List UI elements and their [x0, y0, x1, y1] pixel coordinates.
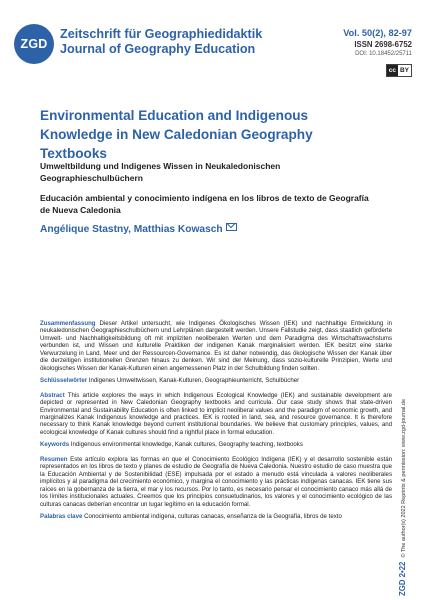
keywords-en-label: Keywords: [40, 441, 70, 449]
journal-title-en: Journal of Geography Education: [60, 42, 256, 56]
abstract-en-text: This article explores the ways in which Indigenous Ecological Knowledge (IEK) and sustainable development are depicted or represented in New Caledonian Geography textbooks and curricula. Our case study shows that state-driven Environmental and Sustainability Education is often linked to implicit neoliberal values and the paradigm of economic growth, and marginalizes Kanak Indigenous knowledge and practices. IEK is rooted in land, sea, and resource governance. It is therefore necessary to think Kanak knowledge beyond current institutional boundaries. We believe that customary principles, values, and ecological knowledge of Kanak cultures should find a rightful place in formal education.: [40, 391, 392, 436]
keywords-de-text: Indigenes Umweltwissen, Kanak-Kulturen, Geographieunterricht, Schulbücher: [88, 377, 300, 385]
journal-meta: [343, 27, 412, 77]
authors: Angélique Stastny, Matthias Kowasch: [40, 224, 223, 235]
abstract-en: [40, 392, 392, 437]
issn: ISSN 2698-6752: [354, 40, 412, 49]
abstract-en-label: Abstract: [40, 391, 65, 399]
article-title-es: Educación ambiental y conocimiento indígena en los libros de texto de Geografía de Nueva Caledonia: [40, 193, 369, 215]
cc-license-badge[interactable]: [386, 64, 412, 77]
keywords-en-text: Indigenous environmental knowledge, Kanak cultures, Geography teaching, textbooks: [70, 441, 303, 449]
abstract-es-label: Resumen: [40, 455, 68, 463]
journal-header: [0, 0, 424, 78]
keywords-de-label: Schlüsselwörter: [40, 377, 88, 385]
abstract-de-text: Dieser Artikel untersucht, wie Indigenes Ökologisches Wissen (IEK) und nachhaltige Entwicklung in neukaledonischen Geographieschulbüchern und Lehrplänen dargestellt werden. Unsere Fallstudie zeigt, dass staatlich geförderte Umwelt- und Nachhaltigkeitsbildung oft mit impliziten neoliberalen Werten und dem Paradigma des Wirtschaftswachstums verbunden ist, und Wissen und kulturelle Praktiken der indigenen Kanak marginalisiert werden. IEK besitzt eine starke Verwurzelung in Land, Meer und der Ressourcen-Governance. Es ist daher notwendig, das ökologische Wissen der Kanak über die derzeitigen institutionellen Grenzen hinaus zu denken. Wir sind der Meinung, dass sozio-kulturelle Prinzipien, Werte und ökologisches Wissen der Kanak-Kulturen einen angemessenen Platz in der Schulbildung finden sollten.: [40, 320, 392, 372]
cc-icon: cc: [388, 67, 396, 74]
author-line: [40, 223, 237, 235]
zgd-logo: ZGD: [14, 24, 54, 64]
keywords-es: [40, 513, 392, 520]
mail-icon[interactable]: [226, 223, 237, 231]
doi-link[interactable]: DOI: 10.18452/25711: [355, 51, 412, 57]
vertical-sidebar: [398, 399, 407, 596]
keywords-es-label: Palabras clave: [40, 512, 83, 520]
abstracts-section: [40, 320, 392, 527]
article-title: Environmental Education and Indigenous Knowledge in New Caledonian Geography Textbooks: [40, 108, 313, 161]
volume-info: Vol. 50(2), 82-97: [343, 28, 412, 38]
abstract-de: [40, 320, 392, 372]
abstract-de-label: Zusammenfassung: [40, 320, 96, 327]
journal-title: [60, 27, 262, 57]
sidebar-copyright: © The author(s) 2022 Reprints & permission: www.zgd-journal.de: [401, 398, 407, 558]
journal-title-de: Zeitschrift für Geographiedidaktik: [60, 27, 263, 41]
abstract-es-text: Este artículo explora las formas en que el Conocimiento Ecológico Indígena (IEK) y el desarrollo sostenible están representados en los libros de texto y planes de estudio de Geografía de Nueva Caledonia. Nuestro estudio de caso muestra que la Educación Ambiental y de Sostenibilidad (ESE) impulsada por el estado a menudo está vinculada a valores neoliberales implícitos y al paradigma del crecimiento económico, y margina el conocimiento y las prácticas indígenas canacas. IEK tiene sus raíces en la gobernanza de la tierra, el mar y los recursos. Por lo tanto, es necesario pensar el conocimiento canaco más allá de los límites institucionales actuales. Creemos que los principios consuetudinarios, los valores y el conocimiento ecológico de las culturas canacas deberían encontrar un lugar legítimo en la educación formal.: [40, 455, 392, 508]
keywords-de: [40, 377, 392, 384]
article-title-de: Umweltbildung und Indigenes Wissen in Neukaledonischen Geographieschulbüchern: [40, 161, 281, 183]
keywords-en: [40, 441, 392, 448]
keywords-es-text: Conocimiento ambiental indígena, culturas canacas, enseñanza de la Geografía, libros de texto: [84, 512, 342, 520]
sidebar-issue: ZGD 2•22: [398, 561, 407, 596]
by-icon: BY: [399, 67, 409, 74]
abstract-es: [40, 456, 392, 508]
